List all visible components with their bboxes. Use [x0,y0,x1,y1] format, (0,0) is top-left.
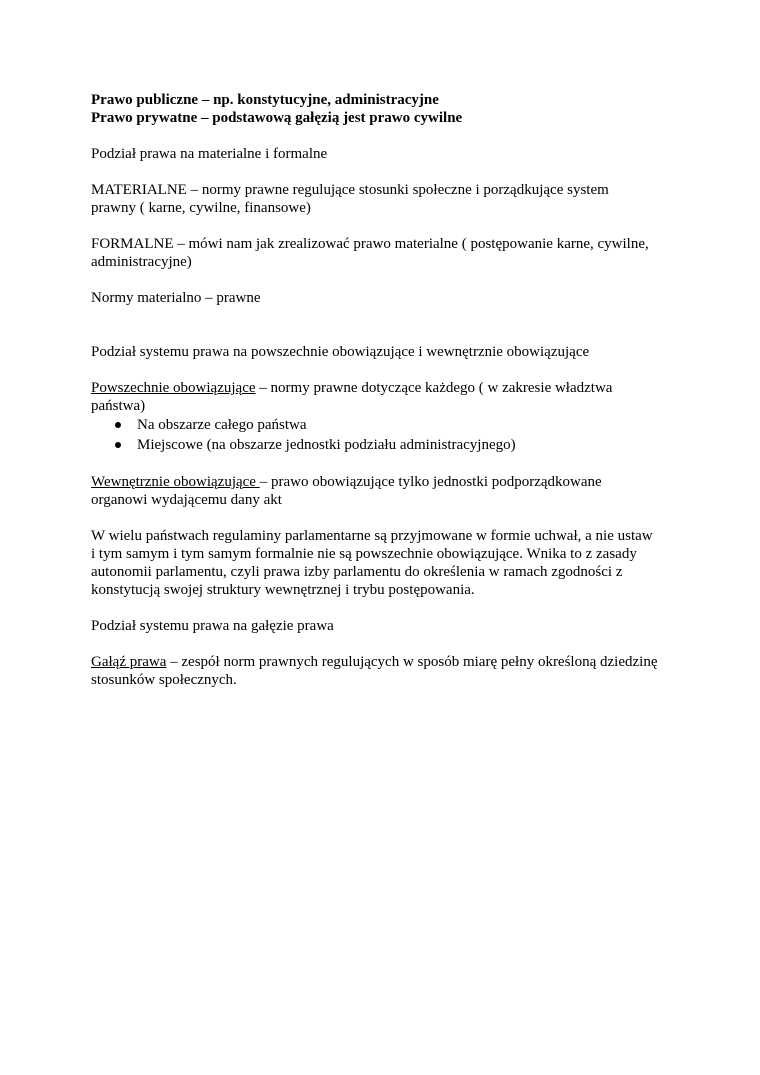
heading-private-law: Prawo prywatne – podstawową gałęzią jest prawo cywilne [91,110,463,126]
powszechnie-definition: – normy prawne dotyczące każdego ( w zakresie władztwa [255,380,613,396]
paragraph-materialne-line2: prawny ( karne, cywilne, finansowe) [91,200,311,216]
spacer [91,163,681,181]
spacer [91,307,681,325]
term-powszechnie: Powszechnie obowiązujące [91,380,256,396]
list-item [91,435,681,455]
wewnetrznie-definition: – prawo obowiązujące tylko jednostki podporządkowane [259,474,602,490]
paragraph-galaz-line1 [91,653,681,671]
paragraph-regulaminy-line4: konstytucją swojej struktury wewnętrznej i trybu postępowania. [91,582,475,598]
paragraph-galaz-line2: stosunków społecznych. [91,672,237,688]
spacer [91,455,681,473]
paragraph-branches: Podział systemu prawa na gałęzie prawa [91,618,334,634]
bullet-list [91,415,681,455]
list-item-text: Miejscowe (na obszarze jednostki podziału administracyjnego) [137,437,516,453]
paragraph-regulaminy-line1: W wielu państwach regulaminy parlamentarne są przyjmowane w formie uchwał, a nie ustaw [91,528,653,544]
spacer [91,509,681,527]
list-item-text: Na obszarze całego państwa [137,417,307,433]
paragraph-wewnetrznie-line1 [91,473,681,491]
heading-public-law: Prawo publiczne – np. konstytucyjne, administracyjne [91,92,439,108]
document-page [91,91,681,689]
paragraph-system-division: Podział systemu prawa na powszechnie obowiązujące i wewnętrznie obowiązujące [91,344,590,360]
list-item [91,415,681,435]
paragraph-formalne-line1: FORMALNE – mówi nam jak zrealizować prawo materialne ( postępowanie karne, cywilne, [91,236,649,252]
spacer [91,217,681,235]
spacer [91,325,681,343]
spacer [91,271,681,289]
spacer [91,599,681,617]
term-wewnetrznie: Wewnętrznie obowiązujące [91,474,260,490]
spacer [91,127,681,145]
bullet-icon [115,442,121,448]
spacer [91,635,681,653]
paragraph-formalne-line2: administracyjne) [91,254,192,270]
paragraph-division: Podział prawa na materialne i formalne [91,146,328,162]
paragraph-materialne-line1: MATERIALNE – normy prawne regulujące stosunki społeczne i porządkujące system [91,182,609,198]
paragraph-wewnetrznie-line2: organowi wydającemu dany akt [91,492,282,508]
galaz-definition: – zespół norm prawnych regulujących w sposób miarę pełny określoną dziedzinę [166,654,658,670]
term-galaz: Gałąź prawa [91,654,167,670]
paragraph-regulaminy-line3: autonomii parlamentu, czyli prawa izby parlamentu do określenia w ramach zgodności z [91,564,623,580]
spacer [91,361,681,379]
paragraph-powszechnie-line2: państwa) [91,398,146,414]
paragraph-normy: Normy materialno – prawne [91,290,261,306]
paragraph-regulaminy-line2: i tym samym i tym samym formalnie nie są powszechnie obowiązujące. Wnika to z zasady [91,546,637,562]
bullet-icon [115,422,121,428]
paragraph-powszechnie-line1 [91,379,681,397]
